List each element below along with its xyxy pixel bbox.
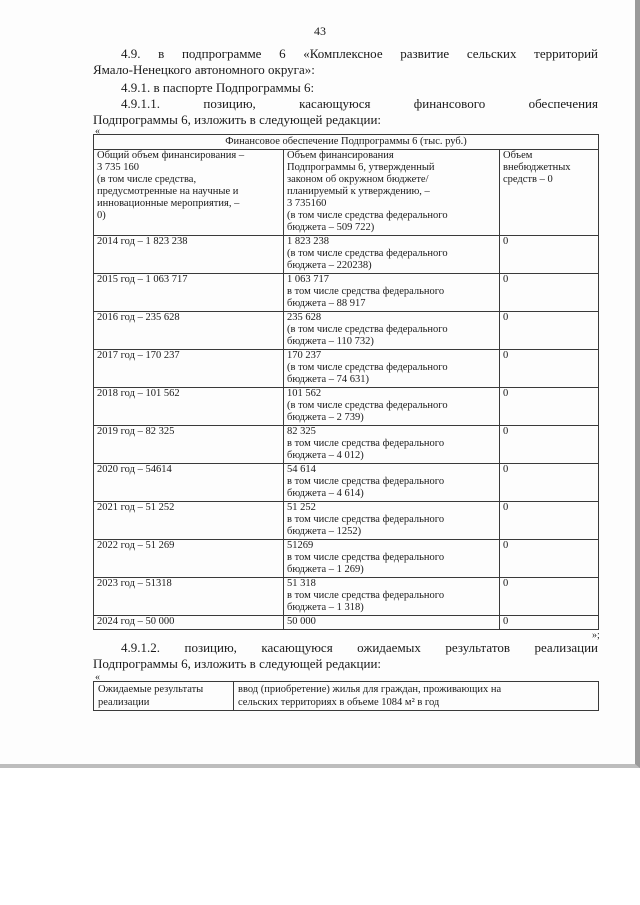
table-row [94, 464, 599, 502]
cell-line: (в том числе средства федерального [287, 324, 448, 335]
cell-line: 82 325 [287, 426, 316, 437]
year-extra-budget-cell: 0 [500, 388, 599, 426]
cell-line: бюджета – 2 739) [287, 412, 364, 423]
year-total-cell: 2021 год – 51 252 [94, 502, 284, 540]
results-label-cell [94, 682, 234, 711]
table-row [94, 540, 599, 578]
table-row [94, 236, 599, 274]
cell-line: Общий объем финансирования – [97, 150, 245, 161]
year-total-cell: 2015 год – 1 063 717 [94, 274, 284, 312]
cell-line: средств – 0 [503, 174, 553, 185]
year-total-cell: 2019 год – 82 325 [94, 426, 284, 464]
cell-line: (в том числе средства федерального [287, 400, 448, 411]
paragraph-4-9-line2: Ямало-Ненецкого автономного округа»: [93, 62, 315, 77]
cell-line: бюджета – 220238) [287, 260, 372, 271]
cell-line: 3 735160 [287, 198, 327, 209]
year-approved-cell [284, 274, 500, 312]
cell-line: бюджета – 1 318) [287, 602, 364, 613]
cell-line: планируемый к утверждению, – [287, 186, 430, 197]
table-row [94, 426, 599, 464]
header-total-cell [94, 150, 284, 236]
cell-line: 235 628 [287, 312, 322, 323]
open-quote: « [95, 126, 100, 137]
table-header-row [94, 150, 599, 236]
paragraph-4-9-1-1-line2: Подпрограммы 6, изложить в следующей редакции: [93, 112, 382, 127]
year-total-cell: 2022 год – 51 269 [94, 540, 284, 578]
cell-line: предусмотренные на научные и [97, 186, 239, 197]
table-row [94, 578, 599, 616]
cell-line: 54 614 [287, 464, 316, 475]
year-total-cell: 2023 год – 51318 [94, 578, 284, 616]
cell-line: в том числе средства федерального [287, 438, 445, 449]
cell-line: 0) [97, 210, 106, 221]
table-row [94, 502, 599, 540]
cell-line: 51 318 [287, 578, 316, 589]
table-row [94, 388, 599, 426]
year-extra-budget-cell: 0 [500, 540, 599, 578]
year-approved-cell [284, 616, 500, 630]
table-row [94, 312, 599, 350]
year-extra-budget-cell: 0 [500, 578, 599, 616]
table-row [94, 616, 599, 630]
paragraph-4-9-1-1-line1: 4.9.1.1. позицию, касающуюся финансового обеспечения [121, 96, 598, 111]
cell-line: бюджета – 74 631) [287, 374, 370, 385]
cell-line: 3 735 160 [97, 162, 139, 173]
year-approved-cell [284, 464, 500, 502]
results-row [94, 682, 599, 711]
year-approved-cell [284, 578, 500, 616]
table-caption: Финансовое обеспечение Подпрограммы 6 (тыс. руб.) [94, 135, 599, 150]
year-extra-budget-cell: 0 [500, 502, 599, 540]
year-total-cell: 2020 год – 54614 [94, 464, 284, 502]
cell-line: бюджета – 4 614) [287, 488, 364, 499]
year-total-cell: 2024 год – 50 000 [94, 616, 284, 630]
cell-line: бюджета – 509 722) [287, 222, 375, 233]
year-approved-cell [284, 350, 500, 388]
year-approved-cell [284, 388, 500, 426]
year-extra-budget-cell: 0 [500, 274, 599, 312]
year-approved-cell [284, 540, 500, 578]
paragraph-4-9-1-2-line2: Подпрограммы 6, изложить в следующей редакции: [93, 656, 382, 671]
cell-line: реализации [98, 697, 150, 708]
cell-line: внебюджетных [503, 162, 571, 173]
cell-line: (в том числе средства федерального [287, 210, 448, 221]
page-number: 43 [314, 24, 326, 38]
cell-line: 101 562 [287, 388, 322, 399]
open-quote-2: « [95, 672, 100, 683]
cell-line: 50 000 [287, 616, 316, 627]
cell-line: 51 252 [287, 502, 316, 513]
cell-line: бюджета – 88 917 [287, 298, 366, 309]
year-approved-cell [284, 426, 500, 464]
year-extra-budget-cell: 0 [500, 312, 599, 350]
cell-line: (в том числе средства федерального [287, 248, 448, 259]
year-approved-cell [284, 236, 500, 274]
cell-line: (в том числе средства, [97, 174, 197, 185]
cell-line: Объем финансирования [287, 150, 394, 161]
year-extra-budget-cell: 0 [500, 426, 599, 464]
cell-line: в том числе средства федерального [287, 514, 445, 525]
cell-line: в том числе средства федерального [287, 552, 445, 563]
cell-line: бюджета – 110 732) [287, 336, 374, 347]
year-approved-cell [284, 312, 500, 350]
year-total-cell: 2016 год – 235 628 [94, 312, 284, 350]
year-extra-budget-cell: 0 [500, 236, 599, 274]
close-quote: »; [592, 630, 600, 641]
cell-line: в том числе средства федерального [287, 286, 445, 297]
cell-line: инновационные мероприятия, – [97, 198, 240, 209]
paragraph-4-9-1-2-line1: 4.9.1.2. позицию, касающуюся ожидаемых результатов реализации [121, 640, 598, 655]
paragraph-4-9-line1: 4.9. в подпрограмме 6 «Комплексное развитие сельских территорий [121, 46, 598, 61]
header-approved-cell [284, 150, 500, 236]
cell-line: 1 823 238 [287, 236, 329, 247]
year-total-cell: 2017 год – 170 237 [94, 350, 284, 388]
cell-line: Ожидаемые результаты [98, 684, 204, 695]
cell-line: ввод (приобретение) жилья для граждан, проживающих на [238, 684, 502, 695]
cell-line: законом об окружном бюджете/ [287, 174, 429, 185]
year-total-cell: 2014 год – 1 823 238 [94, 236, 284, 274]
year-approved-cell [284, 502, 500, 540]
cell-line: бюджета – 1252) [287, 526, 362, 537]
year-extra-budget-cell: 0 [500, 616, 599, 630]
results-table [93, 681, 599, 711]
paragraph-4-9-1: 4.9.1. в паспорте Подпрограммы 6: [121, 80, 315, 95]
cell-line: (в том числе средства федерального [287, 362, 448, 373]
results-value-cell [234, 682, 599, 711]
cell-line: сельских территориях в объеме 1084 м² в год [238, 697, 440, 708]
table-caption-row [94, 135, 599, 150]
financing-table [93, 134, 599, 630]
cell-line: Объем [503, 150, 533, 161]
table-row [94, 350, 599, 388]
header-extra-budget-cell [500, 150, 599, 236]
cell-line: бюджета – 4 012) [287, 450, 364, 461]
cell-line: бюджета – 1 269) [287, 564, 364, 575]
cell-line: 51269 [287, 540, 314, 551]
table-row [94, 274, 599, 312]
cell-line: Подпрограммы 6, утвержденный [287, 162, 435, 173]
cell-line: 1 063 717 [287, 274, 329, 285]
cell-line: в том числе средства федерального [287, 590, 445, 601]
cell-line: в том числе средства федерального [287, 476, 445, 487]
year-extra-budget-cell: 0 [500, 464, 599, 502]
cell-line: 170 237 [287, 350, 322, 361]
year-total-cell: 2018 год – 101 562 [94, 388, 284, 426]
year-extra-budget-cell: 0 [500, 350, 599, 388]
